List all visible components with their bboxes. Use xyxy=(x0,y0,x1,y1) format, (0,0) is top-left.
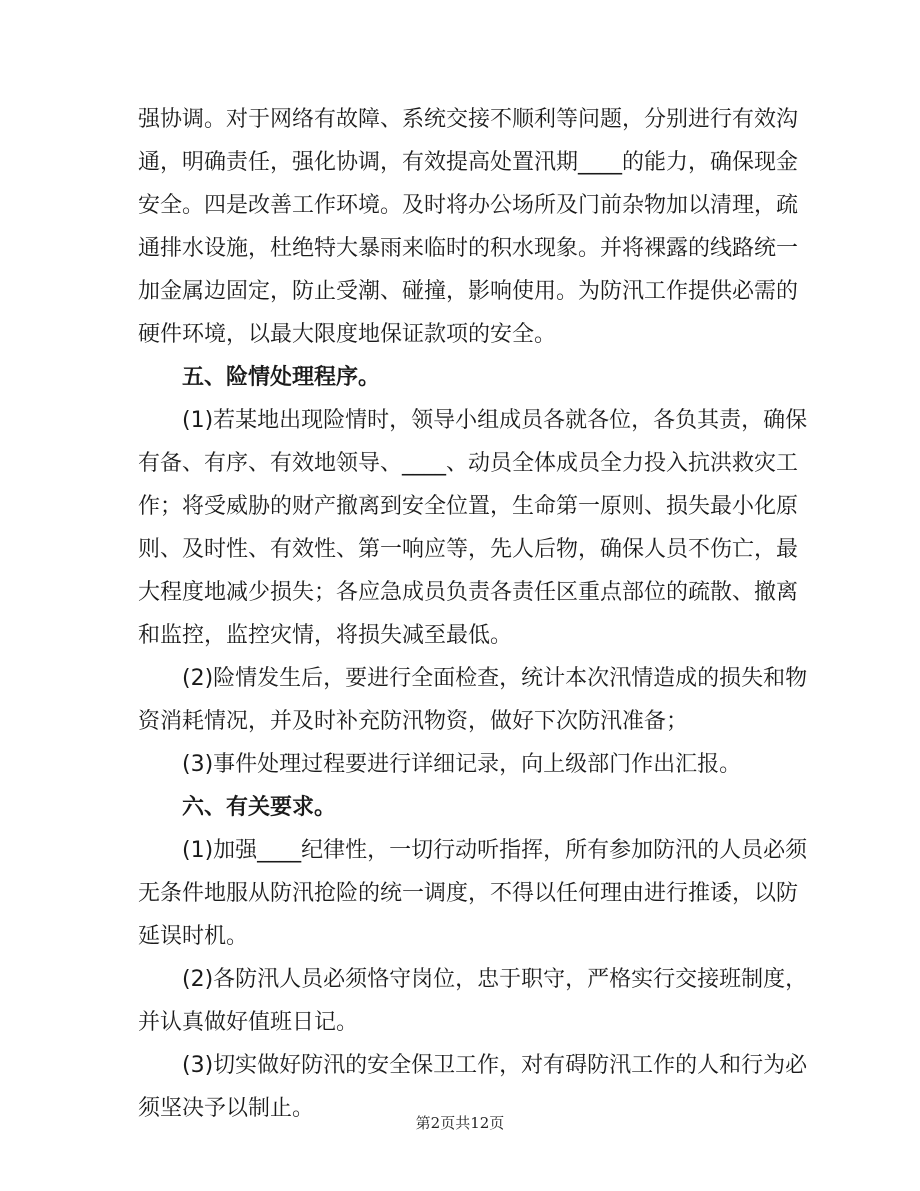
paragraph-line: (3)切实做好防汛的安全保卫工作，对有碍防汛工作的人和行为必 xyxy=(182,1053,808,1078)
paragraph-line: 无条件地服从防汛抢险的统一调度，不得以任何理由进行推诿，以防 xyxy=(138,881,799,906)
paragraph-line: 有备、有序、有效地领导、____、动员全体成员全力投入抗洪救灾工 xyxy=(138,451,799,476)
paragraph-line: 大程度地减少损失；各应急成员负责各责任区重点部位的疏散、撤离 xyxy=(138,580,799,605)
paragraph-line: 延误时机。 xyxy=(138,924,249,949)
paragraph-line: (3)事件处理过程要进行详细记录，向上级部门作出汇报。 xyxy=(182,752,742,777)
paragraph-line: 则、及时性、有效性、第一响应等，先人后物，确保人员不伤亡，最 xyxy=(138,537,799,562)
paragraph-line: (1)加强____纪律性，一切行动听指挥，所有参加防汛的人员必须 xyxy=(182,838,808,863)
paragraph-line: 通排水设施，杜绝特大暴雨来临时的积水现象。并将裸露的线路统一 xyxy=(138,236,799,261)
paragraph-line: 安全。四是改善工作环境。及时将办公场所及门前杂物加以清理，疏 xyxy=(138,193,799,218)
paragraph-line: (1)若某地出现险情时，领导小组成员各就各位，各负其责，确保 xyxy=(182,408,808,433)
paragraph-line: 作；将受威胁的财产撤离到安全位置，生命第一原则、损失最小化原 xyxy=(138,494,799,519)
section-heading-5: 五、险情处理程序。 xyxy=(182,365,381,390)
paragraph-line: 强协调。对于网络有故障、系统交接不顺利等问题，分别进行有效沟 xyxy=(138,107,799,132)
paragraph-line: 并认真做好值班日记。 xyxy=(138,1010,359,1035)
section-heading-6: 六、有关要求。 xyxy=(182,795,337,820)
paragraph-line: 通，明确责任，强化协调，有效提高处置汛期____的能力，确保现金 xyxy=(138,150,799,175)
paragraph-line: (2)险情发生后，要进行全面检查，统计本次汛情造成的损失和物 xyxy=(182,666,808,691)
paragraph-line: 硬件环境，以最大限度地保证款项的安全。 xyxy=(138,322,557,347)
paragraph-line: 和监控，监控灾情，将损失减至最低。 xyxy=(138,623,513,648)
page-number: 第2页共12页 xyxy=(415,1114,505,1132)
paragraph-line: (2)各防汛人员必须恪守岗位，忠于职守，严格实行交接班制度， xyxy=(182,967,808,992)
paragraph-line: 资消耗情况，并及时补充防汛物资，做好下次防汛准备； xyxy=(138,709,689,734)
paragraph-line: 加金属边固定，防止受潮、碰撞，影响使用。为防汛工作提供必需的 xyxy=(138,279,799,304)
paragraph-line: 须坚决予以制止。 xyxy=(138,1096,315,1121)
